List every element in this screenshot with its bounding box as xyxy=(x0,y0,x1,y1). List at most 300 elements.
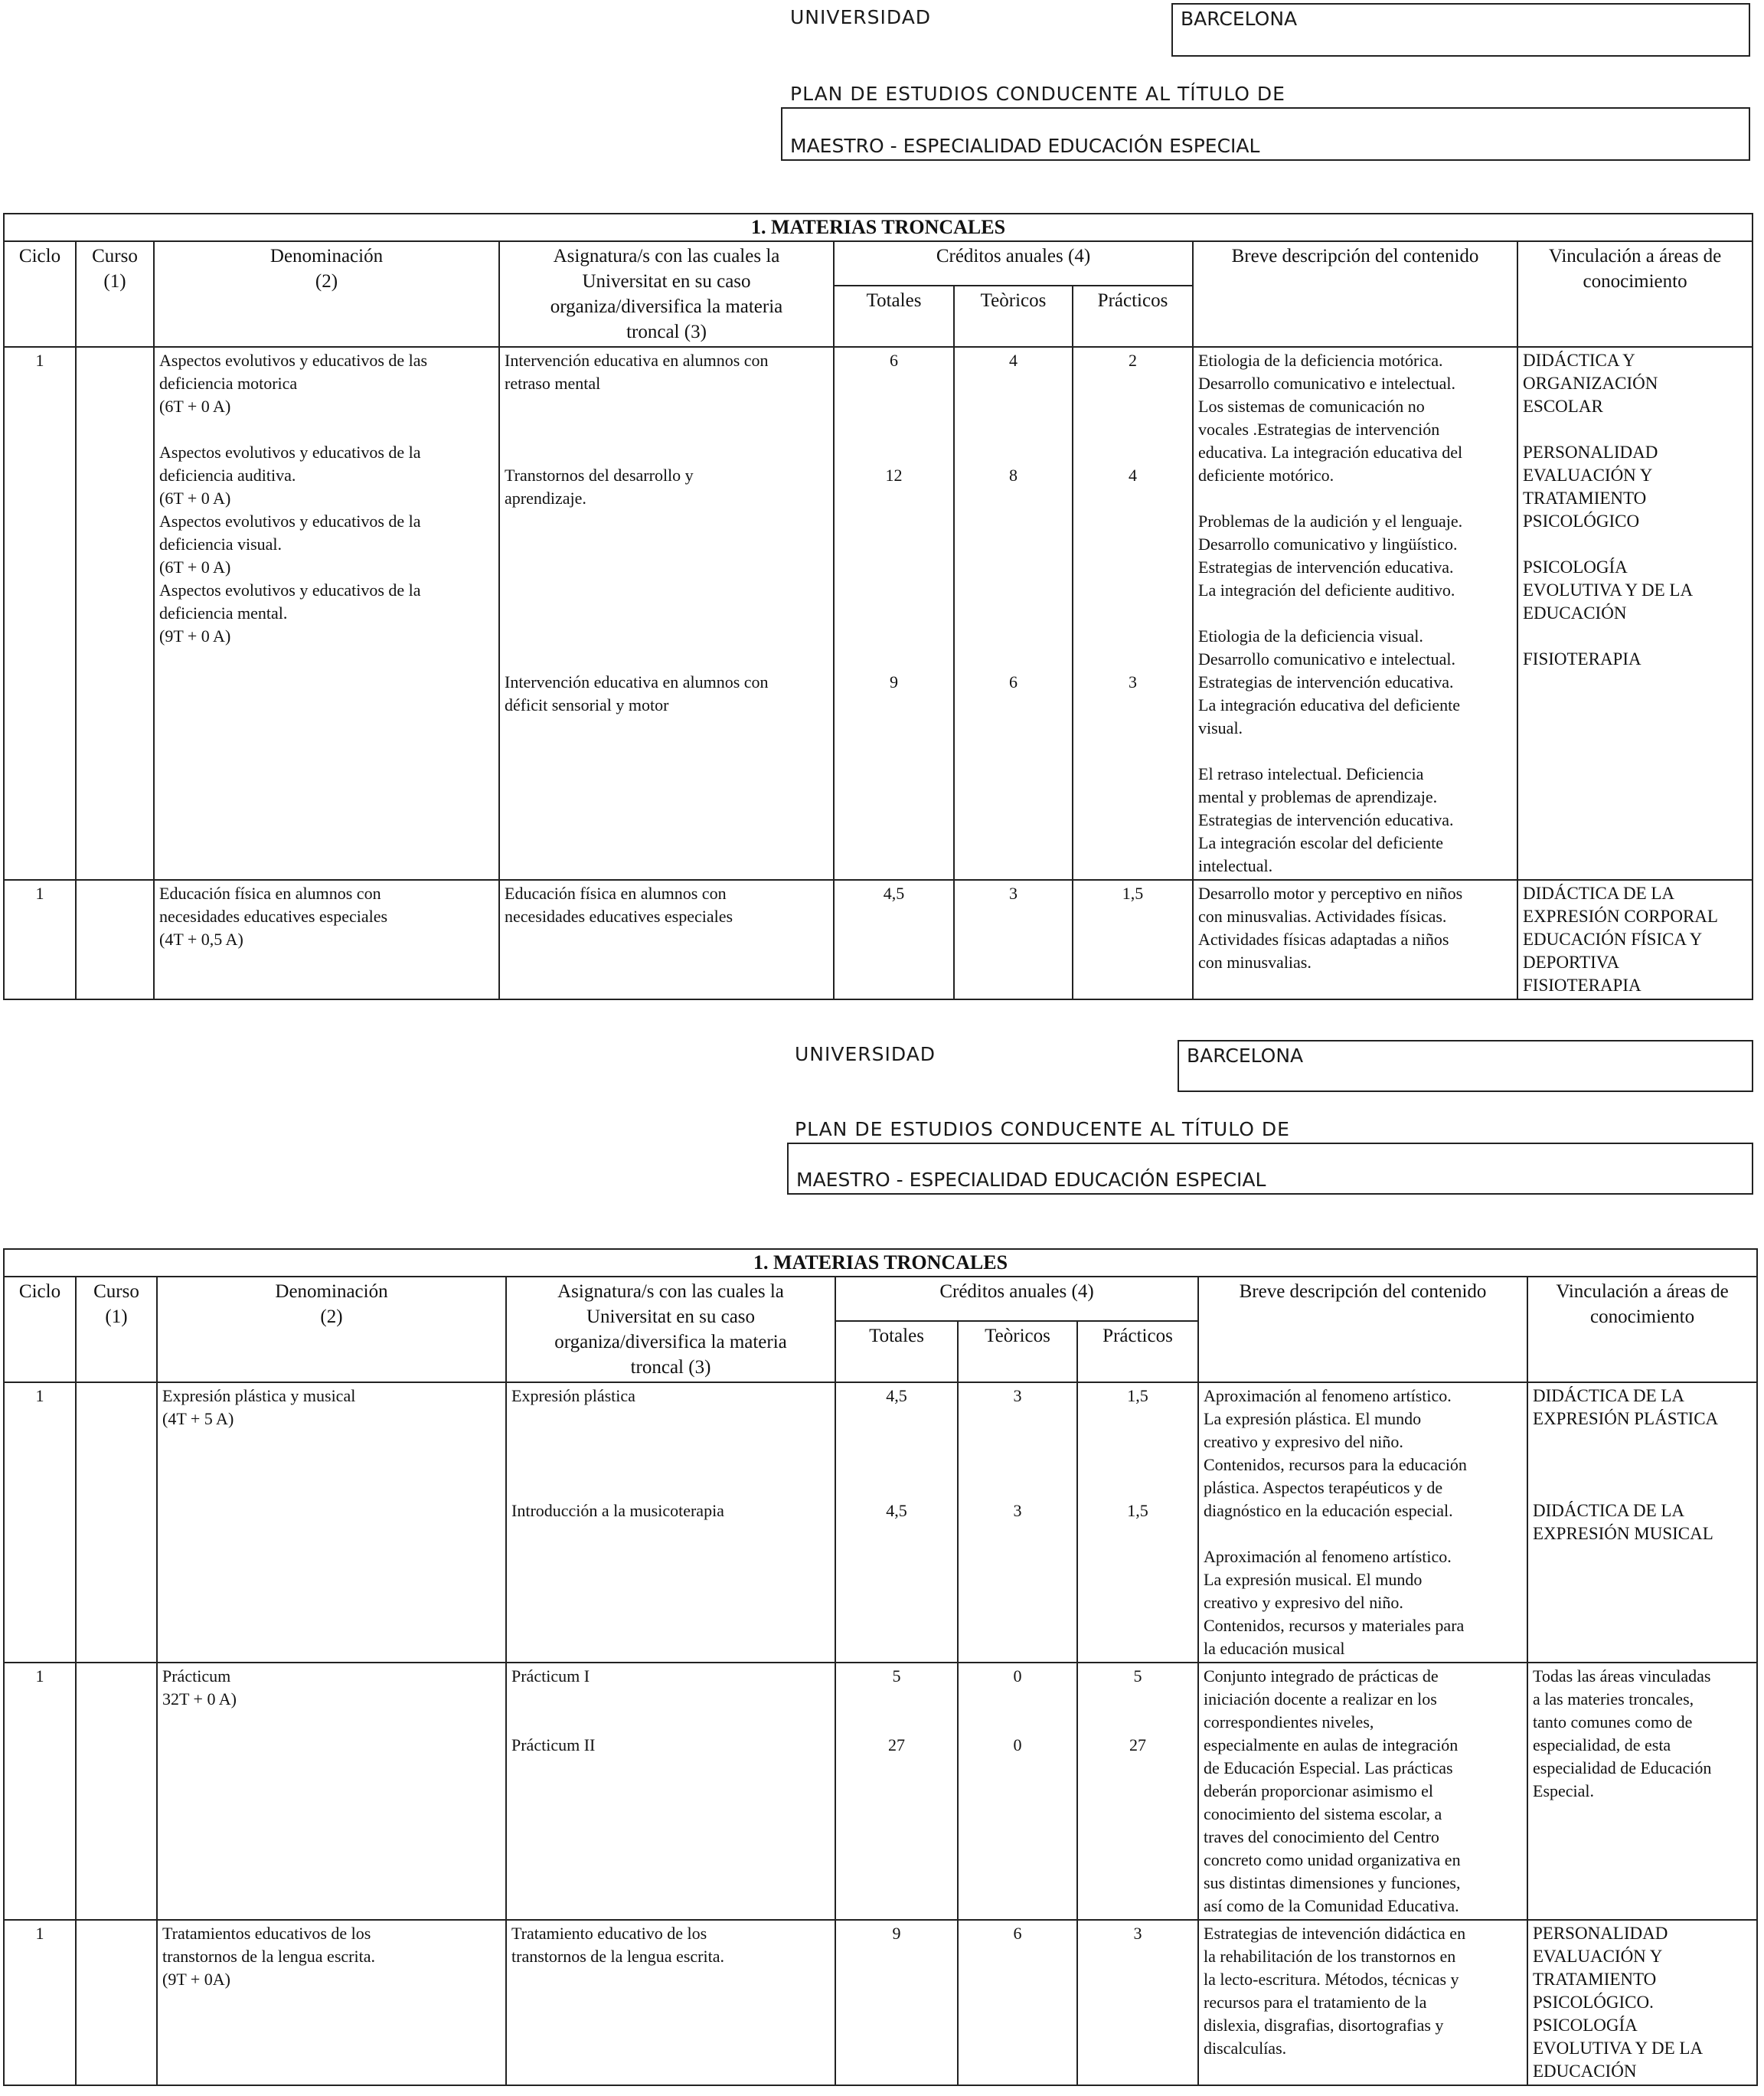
plan-label: PLAN DE ESTUDIOS CONDUCENTE AL TÍTULO DE xyxy=(795,1118,1290,1140)
cell-line: así como de la Comunidad Educativa. xyxy=(1204,1896,1459,1915)
table-header-row xyxy=(4,241,1753,286)
cell-line: Conjunto integrado de prácticas de xyxy=(1204,1666,1439,1686)
curso-cell xyxy=(76,880,154,999)
cell-line xyxy=(959,372,1067,395)
cell-line: intelectual. xyxy=(1198,856,1273,875)
ciclo-cell: 1 xyxy=(4,1663,76,1920)
cell-line: DIDÁCTICA DE LA xyxy=(1533,1501,1685,1520)
table-title: 1. MATERIAS TRONCALES xyxy=(4,1249,1757,1277)
cell-line: Tratamiento educativo de los xyxy=(511,1924,707,1943)
cell-line xyxy=(1198,602,1512,625)
cell-line: la educación musical xyxy=(1204,1639,1345,1658)
cell-line: la lecto-escritura. Métodos, técnicas y xyxy=(1204,1970,1459,1989)
cell-line: Desarrollo motor y perceptivo en niños xyxy=(1198,884,1463,903)
cell-line xyxy=(505,579,828,602)
cell-line xyxy=(959,395,1067,418)
teoricos-cell xyxy=(958,1382,1077,1663)
cell-line xyxy=(839,602,949,625)
titulo-value: MAESTRO - ESPECIALIDAD EDUCACIÓN ESPECIAL xyxy=(790,135,1260,157)
denominacion-cell xyxy=(157,1920,506,2085)
practicos-cell xyxy=(1073,347,1193,880)
cell-line: La integración educativa del deficiente xyxy=(1198,695,1461,714)
cell-line: PSICOLOGÍA xyxy=(1533,2016,1638,2035)
universidad-value: BARCELONA xyxy=(1187,1045,1304,1067)
cell-line: la rehabilitación de los transtornos en xyxy=(1204,1947,1456,1966)
cell-line: DIDÁCTICA DE LA xyxy=(1533,1386,1685,1405)
cell-line: discalculías. xyxy=(1204,2039,1287,2058)
cell-line xyxy=(963,1688,1072,1711)
totales-cell xyxy=(834,880,954,999)
descripcion-cell xyxy=(1193,347,1517,880)
cell-line: Todas las áreas vinculadas xyxy=(1533,1666,1711,1686)
totales-cell xyxy=(834,347,954,880)
vinculacion-cell xyxy=(1527,1663,1757,1920)
cell-line: Contenidos, recursos y materiales para xyxy=(1204,1616,1465,1635)
cell-line: (4T + 5 A) xyxy=(162,1409,234,1428)
cell-line: 1,5 xyxy=(1127,1501,1148,1520)
cell-line xyxy=(959,579,1067,602)
table-header-row xyxy=(4,1277,1757,1321)
ciclo-cell: 1 xyxy=(4,880,76,999)
cell-line: TRATAMIENTO xyxy=(1523,489,1647,508)
cell-line: Desarrollo comunicativo e intelectual. xyxy=(1198,649,1455,669)
cell-line: aprendizaje. xyxy=(505,489,586,508)
cell-line xyxy=(839,533,949,556)
cell-line xyxy=(511,1431,830,1453)
cell-line: Expresión plástica y musical xyxy=(162,1386,356,1405)
cell-line: correspondientes niveles, xyxy=(1204,1712,1374,1731)
universidad-value-box xyxy=(1178,1040,1753,1092)
cell-line xyxy=(511,1688,830,1711)
cell-line: (9T + 0 A) xyxy=(159,626,231,646)
descripcion-cell xyxy=(1198,1663,1527,1920)
cell-line: (4T + 0,5 A) xyxy=(159,930,243,949)
cell-line: Tratamientos educativos de los xyxy=(162,1924,371,1943)
descripcion-cell xyxy=(1198,1920,1527,2085)
ciclo-cell: 1 xyxy=(4,1382,76,1663)
cell-line: deficiencia motorica xyxy=(159,374,298,393)
header-teoricos: Teòricos xyxy=(958,1321,1077,1382)
cell-line xyxy=(1078,441,1187,464)
cell-line: La integración escolar del deficiente xyxy=(1198,833,1444,852)
cell-line: con minusvalias. xyxy=(1198,953,1312,972)
cell-line xyxy=(1523,533,1747,556)
universidad-label: UNIVERSIDAD xyxy=(795,1043,936,1065)
cell-line: retraso mental xyxy=(505,374,601,393)
cell-line xyxy=(839,395,949,418)
curso-cell xyxy=(76,1382,157,1663)
cell-line: Aspectos evolutivos y educativos de la xyxy=(159,580,421,600)
vinculacion-cell xyxy=(1517,347,1753,880)
cell-line: 3 xyxy=(1009,884,1018,903)
cell-line: (9T + 0A) xyxy=(162,1970,230,1989)
cell-line xyxy=(1533,1476,1752,1499)
cell-line: sus distintas dimensiones y funciones, xyxy=(1204,1873,1461,1892)
cell-line xyxy=(511,1453,830,1476)
header-teoricos: Teòricos xyxy=(954,286,1073,347)
cell-line xyxy=(959,602,1067,625)
cell-line xyxy=(159,418,494,441)
cell-line: Educación física en alumnos con xyxy=(505,884,727,903)
cell-line: Estrategias de intervención educativa. xyxy=(1198,810,1454,829)
cell-line: Aspectos evolutivos y educativos de las xyxy=(159,351,428,370)
universidad-value-box xyxy=(1171,3,1750,57)
cell-line xyxy=(1078,602,1187,625)
curso-cell xyxy=(76,347,154,880)
cell-line: 12 xyxy=(885,466,903,485)
cell-line: deficiencia auditiva. xyxy=(159,466,296,485)
header-practicos: Prácticos xyxy=(1077,1321,1198,1382)
header-practicos: Prácticos xyxy=(1073,286,1193,347)
cell-line: Actividades físicas adaptadas a niños xyxy=(1198,930,1449,949)
cell-line: Prácticum xyxy=(162,1666,231,1686)
universidad-value: BARCELONA xyxy=(1181,8,1298,30)
table-row xyxy=(4,1663,1757,1920)
cell-line: Aproximación al fenomeno artístico. xyxy=(1204,1547,1452,1566)
header-descripcion: Breve descripción del contenido xyxy=(1193,241,1517,347)
cell-line xyxy=(1078,487,1187,510)
header-asignatura: Asignatura/s con las cuales la Universitat en su caso organiza/diversifica la materia troncal (3) xyxy=(499,241,834,347)
header-descripcion: Breve descripción del contenido xyxy=(1198,1277,1527,1382)
cell-line: EXPRESIÓN MUSICAL xyxy=(1533,1524,1713,1543)
table-row xyxy=(4,1920,1757,2085)
cell-line: (6T + 0 A) xyxy=(159,397,231,416)
cell-line xyxy=(505,441,828,464)
header-creditos: Créditos anuales (4) xyxy=(834,241,1193,286)
cell-line xyxy=(959,441,1067,464)
cell-line: Intervención educativa en alumnos con xyxy=(505,351,769,370)
vinculacion-cell xyxy=(1527,1382,1757,1663)
cell-line: (6T + 0 A) xyxy=(159,558,231,577)
cell-line: EDUCACIÓN FÍSICA Y xyxy=(1523,930,1703,949)
cell-line: 4 xyxy=(1009,351,1018,370)
cell-line xyxy=(1533,1431,1752,1453)
denominacion-cell xyxy=(154,880,499,999)
cell-line: DIDÁCTICA DE LA xyxy=(1523,884,1675,903)
cell-line: mental y problemas de aprendizaje. xyxy=(1198,787,1438,806)
cell-line: transtornos de la lengua escrita. xyxy=(511,1947,724,1966)
cell-line: La expresión musical. El mundo xyxy=(1204,1570,1423,1589)
cell-line: necesidades educatives especiales xyxy=(159,907,388,926)
cell-line: ESCOLAR xyxy=(1523,397,1603,416)
vinculacion-cell xyxy=(1527,1920,1757,2085)
cell-line xyxy=(839,556,949,579)
cell-line xyxy=(1083,1711,1193,1734)
cell-line: 3 xyxy=(1129,672,1137,692)
cell-line xyxy=(505,418,828,441)
cell-line xyxy=(511,1408,830,1431)
header-creditos: Créditos anuales (4) xyxy=(835,1277,1198,1321)
ciclo-cell: 1 xyxy=(4,347,76,880)
cell-line xyxy=(959,533,1067,556)
plan-page-1 xyxy=(0,0,1764,1003)
cell-line: especialmente en aulas de integración xyxy=(1204,1735,1459,1754)
cell-line: educativa. La integración educativa del xyxy=(1198,443,1463,462)
cell-line: creativo y expresivo del niño. xyxy=(1204,1593,1403,1612)
cell-line: plástica. Aspectos terapéuticos y de xyxy=(1204,1478,1443,1497)
cell-line xyxy=(963,1476,1072,1499)
cell-line xyxy=(963,1453,1072,1476)
cell-line xyxy=(963,1408,1072,1431)
cell-line: 5 xyxy=(1133,1666,1142,1686)
cell-line: Prácticum I xyxy=(511,1666,590,1686)
cell-line xyxy=(511,1711,830,1734)
cell-line: 6 xyxy=(1009,672,1018,692)
cell-line: Etiologia de la deficiencia motórica. xyxy=(1198,351,1443,370)
cell-line: 32T + 0 A) xyxy=(162,1689,237,1709)
cell-line: tanto comunes como de xyxy=(1533,1712,1693,1731)
cell-line: 2 xyxy=(1129,351,1137,370)
cell-line xyxy=(1078,648,1187,671)
cell-line: 3 xyxy=(1133,1924,1142,1943)
cell-line: especialidad de Educación xyxy=(1533,1758,1712,1777)
cell-line: 4,5 xyxy=(886,1386,907,1405)
cell-line: 3 xyxy=(1013,1501,1022,1520)
asignatura-cell xyxy=(506,1382,835,1663)
cell-line: Prácticum II xyxy=(511,1735,596,1754)
cell-line xyxy=(1078,533,1187,556)
cell-line: de Educación Especial. Las prácticas xyxy=(1204,1758,1453,1777)
cell-line: Expresión plástica xyxy=(511,1386,635,1405)
titulo-box xyxy=(787,1143,1753,1195)
cell-line: necesidades educatives especiales xyxy=(505,907,733,926)
cell-line: Desarrollo comunicativo y lingüístico. xyxy=(1198,535,1458,554)
teoricos-cell xyxy=(954,880,1073,999)
cell-line: deficiente motórico. xyxy=(1198,466,1334,485)
denominacion-cell xyxy=(157,1663,506,1920)
asignatura-cell xyxy=(506,1663,835,1920)
totales-cell xyxy=(835,1382,958,1663)
cell-line xyxy=(1078,625,1187,648)
cell-line: Desarrollo comunicativo e intelectual. xyxy=(1198,374,1455,393)
cell-line xyxy=(839,648,949,671)
cell-line xyxy=(1198,487,1512,510)
cell-line: La expresión plástica. El mundo xyxy=(1204,1409,1422,1428)
cell-line: diagnóstico en la educación especial. xyxy=(1204,1501,1453,1520)
cell-line: 4,5 xyxy=(886,1501,907,1520)
descripcion-cell xyxy=(1198,1382,1527,1663)
cell-line: 9 xyxy=(890,672,898,692)
cell-line: (6T + 0 A) xyxy=(159,489,231,508)
table-row xyxy=(4,1382,1757,1663)
cell-line xyxy=(839,372,949,395)
cell-line: concreto como unidad organizativa en xyxy=(1204,1850,1461,1869)
cell-line xyxy=(839,510,949,533)
cell-line xyxy=(1078,510,1187,533)
cell-line: EVALUACIÓN Y xyxy=(1533,1947,1663,1966)
cell-line: Estrategias de intervención educativa. xyxy=(1198,558,1454,577)
cell-line: Estrategias de intervención educativa. xyxy=(1198,672,1454,692)
cell-line xyxy=(505,556,828,579)
cell-line: deberán proporcionar asimismo el xyxy=(1204,1781,1433,1800)
cell-line xyxy=(1083,1408,1193,1431)
cell-line: 1,5 xyxy=(1127,1386,1148,1405)
cell-line: ORGANIZACIÓN xyxy=(1523,374,1658,393)
cell-line: PERSONALIDAD xyxy=(1523,443,1658,462)
header-curso: Curso (1) xyxy=(76,241,154,347)
cell-line xyxy=(959,510,1067,533)
cell-line xyxy=(963,1711,1072,1734)
cell-line: Los sistemas de comunicación no xyxy=(1198,397,1425,416)
ciclo-cell: 1 xyxy=(4,1920,76,2085)
cell-line: EXPRESIÓN PLÁSTICA xyxy=(1533,1409,1719,1428)
materias-troncales-table xyxy=(3,1248,1758,2086)
cell-line: EVALUACIÓN Y xyxy=(1523,466,1653,485)
cell-line: EXPRESIÓN CORPORAL xyxy=(1523,907,1718,926)
cell-line xyxy=(959,625,1067,648)
plan-page-2 xyxy=(0,1035,1764,2096)
cell-line: EVOLUTIVA Y DE LA xyxy=(1533,2039,1704,2058)
cell-line xyxy=(1078,395,1187,418)
cell-line: Contenidos, recursos para la educación xyxy=(1204,1455,1467,1474)
cell-line xyxy=(505,648,828,671)
cell-line xyxy=(1523,625,1747,648)
cell-line: Educación física en alumnos con xyxy=(159,884,381,903)
curso-cell xyxy=(76,1663,157,1920)
cell-line: especialidad, de esta xyxy=(1533,1735,1671,1754)
cell-line: vocales .Estrategias de intervención xyxy=(1198,420,1440,439)
cell-line: visual. xyxy=(1198,718,1243,737)
cell-line: iniciación docente a realizar en los xyxy=(1204,1689,1437,1709)
cell-line xyxy=(841,1711,952,1734)
cell-line: PSICOLÓGICO xyxy=(1523,512,1640,531)
cell-line xyxy=(841,1476,952,1499)
cell-line xyxy=(841,1431,952,1453)
cell-line xyxy=(505,533,828,556)
header-totales: Totales xyxy=(835,1321,958,1382)
cell-line: déficit sensorial y motor xyxy=(505,695,669,714)
cell-line: Aspectos evolutivos y educativos de la xyxy=(159,443,421,462)
header-denominacion: Denominación (2) xyxy=(157,1277,506,1382)
cell-line: DIDÁCTICA Y xyxy=(1523,351,1635,370)
titulo-value: MAESTRO - ESPECIALIDAD EDUCACIÓN ESPECIAL xyxy=(796,1169,1266,1191)
cell-line xyxy=(959,418,1067,441)
cell-line xyxy=(505,602,828,625)
cell-line: deficiencia visual. xyxy=(159,535,283,554)
cell-line xyxy=(841,1408,952,1431)
cell-line: 5 xyxy=(892,1666,901,1686)
cell-line: FISIOTERAPIA xyxy=(1523,976,1642,995)
cell-line xyxy=(959,648,1067,671)
cell-line xyxy=(1204,1522,1522,1545)
cell-line: 3 xyxy=(1013,1386,1022,1405)
cell-line: Problemas de la audición y el lenguaje. xyxy=(1198,512,1463,531)
cell-line xyxy=(839,579,949,602)
cell-line: dislexia, disgrafias, disortografias y xyxy=(1204,2016,1444,2035)
cell-line xyxy=(839,487,949,510)
header-ciclo: Ciclo xyxy=(4,241,76,347)
cell-line: Aproximación al fenomeno artístico. xyxy=(1204,1386,1452,1405)
cell-line: Intervención educativa en alumnos con xyxy=(505,672,769,692)
cell-line: 1,5 xyxy=(1122,884,1144,903)
cell-line: 27 xyxy=(888,1735,905,1754)
cell-line: creativo y expresivo del niño. xyxy=(1204,1432,1403,1451)
header-vinculacion: Vinculación a áreas de conocimiento xyxy=(1517,241,1753,347)
cell-line: PSICOLÓGICO. xyxy=(1533,1993,1654,2012)
cell-line xyxy=(1198,740,1512,763)
cell-line: 8 xyxy=(1009,466,1018,485)
cell-line: Aspectos evolutivos y educativos de la xyxy=(159,512,421,531)
plan-label: PLAN DE ESTUDIOS CONDUCENTE AL TÍTULO DE xyxy=(790,83,1285,105)
cell-line xyxy=(1523,418,1747,441)
cell-line xyxy=(1078,372,1187,395)
practicos-cell xyxy=(1073,880,1193,999)
header-totales: Totales xyxy=(834,286,954,347)
cell-line: TRATAMIENTO xyxy=(1533,1970,1657,1989)
cell-line xyxy=(1078,579,1187,602)
practicos-cell xyxy=(1077,1382,1198,1663)
teoricos-cell xyxy=(954,347,1073,880)
cell-line xyxy=(1083,1453,1193,1476)
cell-line: conocimiento del sistema escolar, a xyxy=(1204,1804,1442,1823)
cell-line: 4,5 xyxy=(883,884,905,903)
cell-line xyxy=(505,395,828,418)
cell-line xyxy=(839,625,949,648)
practicos-cell xyxy=(1077,1920,1198,2085)
table-row xyxy=(4,880,1753,999)
header-curso: Curso (1) xyxy=(76,1277,157,1382)
cell-line: 0 xyxy=(1013,1666,1022,1686)
practicos-cell xyxy=(1077,1663,1198,1920)
header-asignatura: Asignatura/s con las cuales la Universitat en su caso organiza/diversifica la materia troncal (3) xyxy=(506,1277,835,1382)
curso-cell xyxy=(76,1920,157,2085)
cell-line: 6 xyxy=(890,351,898,370)
cell-line xyxy=(841,1453,952,1476)
cell-line xyxy=(963,1431,1072,1453)
teoricos-cell xyxy=(958,1920,1077,2085)
cell-line: 4 xyxy=(1129,466,1137,485)
cell-line: 27 xyxy=(1129,1735,1146,1754)
universidad-label: UNIVERSIDAD xyxy=(790,6,932,28)
descripcion-cell xyxy=(1193,880,1517,999)
cell-line xyxy=(1083,1688,1193,1711)
cell-line: EDUCACIÓN xyxy=(1523,603,1627,623)
totales-cell xyxy=(835,1920,958,2085)
cell-line xyxy=(1083,1431,1193,1453)
cell-line xyxy=(839,441,949,464)
cell-line xyxy=(1078,418,1187,441)
cell-line: Transtornos del desarrollo y xyxy=(505,466,694,485)
cell-line: a las materies troncales, xyxy=(1533,1689,1694,1709)
cell-line: deficiencia mental. xyxy=(159,603,288,623)
teoricos-cell xyxy=(958,1663,1077,1920)
header-denominacion: Denominación (2) xyxy=(154,241,499,347)
cell-line: Estrategias de intevención didáctica en xyxy=(1204,1924,1466,1943)
cell-line: FISIOTERAPIA xyxy=(1523,649,1642,669)
cell-line: 6 xyxy=(1013,1924,1022,1943)
table-row xyxy=(4,347,1753,880)
cell-line xyxy=(505,625,828,648)
cell-line: La integración del deficiente auditivo. xyxy=(1198,580,1455,600)
cell-line xyxy=(1083,1476,1193,1499)
totales-cell xyxy=(835,1663,958,1920)
cell-line: con minusvalias. Actividades físicas. xyxy=(1198,907,1447,926)
cell-line: 0 xyxy=(1013,1735,1022,1754)
cell-line: recursos para el tratamiento de la xyxy=(1204,1993,1427,2012)
cell-line xyxy=(1078,556,1187,579)
cell-line xyxy=(839,418,949,441)
table-title: 1. MATERIAS TRONCALES xyxy=(4,214,1753,241)
cell-line: PSICOLOGÍA xyxy=(1523,558,1628,577)
cell-line: 9 xyxy=(892,1924,901,1943)
asignatura-cell xyxy=(499,347,834,880)
cell-line: EDUCACIÓN xyxy=(1533,2062,1637,2081)
materias-troncales-table xyxy=(3,213,1753,1000)
cell-line xyxy=(959,556,1067,579)
cell-line: PERSONALIDAD xyxy=(1533,1924,1668,1943)
cell-line: Etiologia de la deficiencia visual. xyxy=(1198,626,1423,646)
cell-line: traves del conocimiento del Centro xyxy=(1204,1827,1439,1846)
